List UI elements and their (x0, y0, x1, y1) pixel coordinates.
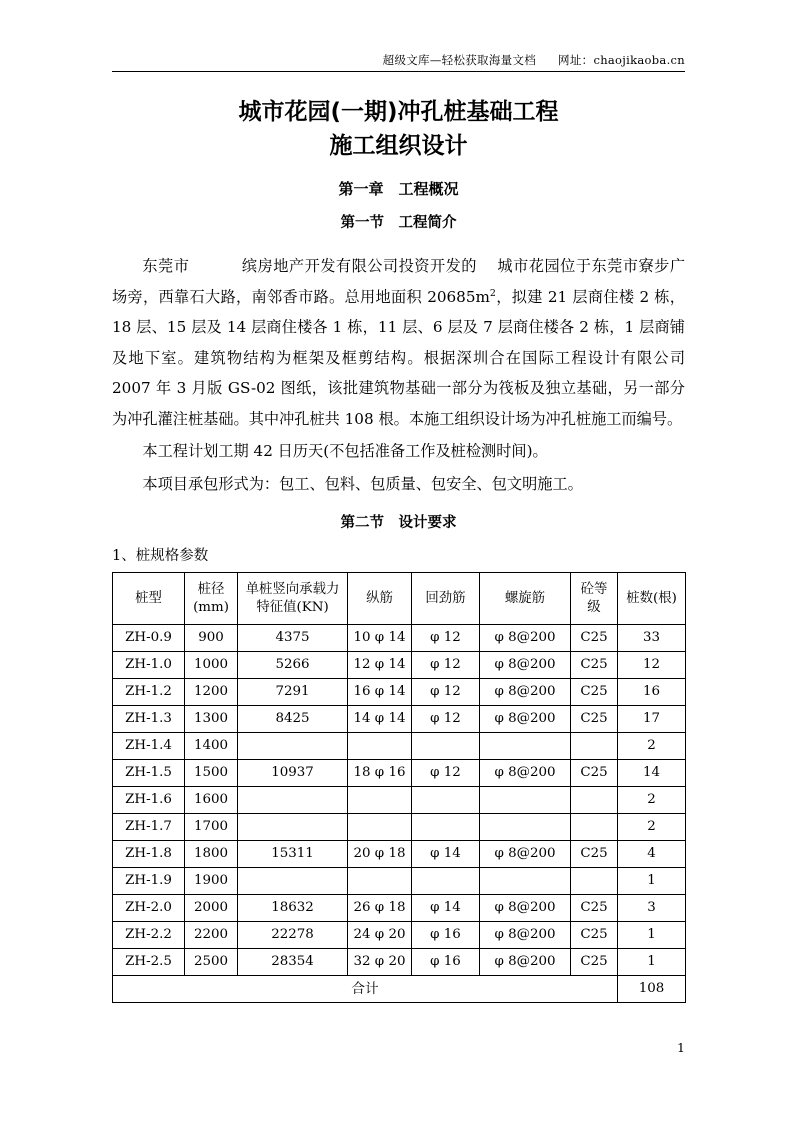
cell-diameter: 1000 (185, 652, 238, 679)
cell-pile-count: 4 (618, 841, 686, 868)
cell-pile-count: 1 (618, 922, 686, 949)
paragraph-schedule: 本工程计划工期 42 日历天(不包括准备工作及桩检测时间)。 (142, 442, 548, 460)
cell-spiral-rebar: φ 8@200 (480, 949, 571, 976)
cell-longitudinal-rebar: 18 φ 16 (348, 760, 412, 787)
cell-stirrup (412, 787, 480, 814)
cell-spiral-rebar: φ 8@200 (480, 706, 571, 733)
cell-longitudinal-rebar (348, 814, 412, 841)
cell-concrete-grade (571, 733, 618, 760)
cell-pile-count: 1 (618, 949, 686, 976)
cell-spiral-rebar: φ 8@200 (480, 652, 571, 679)
cell-diameter: 1700 (185, 814, 238, 841)
cell-capacity: 18632 (238, 895, 348, 922)
header-url-label: 网址： (558, 53, 594, 67)
column-header-pile-count (618, 573, 686, 625)
cell-stirrup (412, 733, 480, 760)
column-header-stirrup (412, 573, 480, 625)
cell-spiral-rebar: φ 8@200 (480, 679, 571, 706)
paragraph-part-c: 城市花园位于东莞市寮步广场旁，西靠石大路，南邻香市路。总用地面积 20685m (112, 257, 686, 306)
page-title (112, 95, 685, 163)
cell-capacity: 5266 (238, 652, 348, 679)
chapter-heading-1: 第一章 工程概况 (338, 180, 459, 198)
cell-concrete-grade (571, 787, 618, 814)
header-text: 纵筋 (366, 590, 393, 606)
cell-spiral-rebar: φ 8@200 (480, 841, 571, 868)
table-row (113, 625, 686, 652)
cell-longitudinal-rebar: 32 φ 20 (348, 949, 412, 976)
cell-longitudinal-rebar (348, 733, 412, 760)
cell-spiral-rebar: φ 8@200 (480, 760, 571, 787)
column-header-diameter (185, 573, 238, 625)
table-row (113, 814, 686, 841)
cell-diameter: 1300 (185, 706, 238, 733)
cell-pile-count: 17 (618, 706, 686, 733)
cell-stirrup: φ 12 (412, 679, 480, 706)
column-header-pile-type (113, 573, 185, 625)
paragraph-part-b: 缤房地产开发有限公司投资开发的 (241, 257, 477, 275)
column-header-spiral-rebar (480, 573, 571, 625)
cell-longitudinal-rebar (348, 868, 412, 895)
cell-spiral-rebar (480, 868, 571, 895)
paragraph-project-overview (112, 251, 685, 434)
cell-capacity: 15311 (238, 841, 348, 868)
running-header (112, 52, 685, 72)
paragraph-superscript: 2 (489, 287, 496, 299)
cell-stirrup: φ 14 (412, 895, 480, 922)
header-text: 桩数(根) (626, 590, 677, 606)
cell-longitudinal-rebar: 26 φ 18 (348, 895, 412, 922)
cell-capacity: 10937 (238, 760, 348, 787)
table-row (113, 760, 686, 787)
cell-capacity (238, 787, 348, 814)
table-total-row (113, 976, 686, 1003)
cell-longitudinal-rebar: 24 φ 20 (348, 922, 412, 949)
cell-pile-count: 14 (618, 760, 686, 787)
table-row (113, 868, 686, 895)
cell-pile-count: 16 (618, 679, 686, 706)
header-text: 砼等 (580, 581, 608, 597)
cell-pile-type: ZH-1.4 (113, 733, 185, 760)
table-body (113, 625, 686, 976)
column-header-capacity (238, 573, 348, 625)
cell-capacity (238, 733, 348, 760)
cell-diameter: 1800 (185, 841, 238, 868)
cell-longitudinal-rebar: 16 φ 14 (348, 679, 412, 706)
cell-pile-count: 2 (618, 787, 686, 814)
section-heading-1: 第一节 工程简介 (340, 215, 457, 231)
cell-pile-count: 1 (618, 868, 686, 895)
title-line-2: 施工组织设计 (329, 133, 468, 159)
cell-concrete-grade: C25 (571, 625, 618, 652)
cell-stirrup (412, 814, 480, 841)
cell-pile-type: ZH-2.5 (113, 949, 185, 976)
cell-stirrup: φ 16 (412, 922, 480, 949)
cell-diameter: 2500 (185, 949, 238, 976)
cell-concrete-grade (571, 868, 618, 895)
cell-longitudinal-rebar: 20 φ 18 (348, 841, 412, 868)
cell-stirrup: φ 12 (412, 625, 480, 652)
cell-diameter: 1900 (185, 868, 238, 895)
page-number: 1 (677, 1040, 685, 1055)
cell-diameter: 1400 (185, 733, 238, 760)
table-row (113, 841, 686, 868)
cell-capacity: 28354 (238, 949, 348, 976)
pile-spec-table (112, 572, 686, 1003)
cell-stirrup: φ 12 (412, 652, 480, 679)
cell-spiral-rebar (480, 814, 571, 841)
cell-diameter: 2200 (185, 922, 238, 949)
cell-stirrup: φ 12 (412, 760, 480, 787)
table-row (113, 706, 686, 733)
cell-pile-count: 2 (618, 733, 686, 760)
cell-pile-type: ZH-1.9 (113, 868, 185, 895)
cell-spiral-rebar: φ 8@200 (480, 895, 571, 922)
cell-capacity: 4375 (238, 625, 348, 652)
paragraph-contract-form: 本项目承包形式为：包工、包料、包质量、包安全、包文明施工。 (142, 474, 583, 493)
table-row (113, 733, 686, 760)
header-site-text: 超级文库—轻松获取海量文档 (382, 53, 537, 67)
cell-capacity: 22278 (238, 922, 348, 949)
document-content (112, 95, 685, 1003)
cell-longitudinal-rebar: 14 φ 14 (348, 706, 412, 733)
cell-pile-type: ZH-1.5 (113, 760, 185, 787)
table-row (113, 949, 686, 976)
cell-spiral-rebar: φ 8@200 (480, 922, 571, 949)
cell-longitudinal-rebar: 12 φ 14 (348, 652, 412, 679)
section-heading-2: 第二节 设计要求 (340, 515, 457, 531)
total-value: 108 (618, 976, 686, 1003)
table-row (113, 652, 686, 679)
cell-concrete-grade (571, 814, 618, 841)
cell-concrete-grade: C25 (571, 949, 618, 976)
cell-diameter: 1600 (185, 787, 238, 814)
cell-spiral-rebar: φ 8@200 (480, 625, 571, 652)
cell-stirrup: φ 16 (412, 949, 480, 976)
cell-pile-count: 12 (618, 652, 686, 679)
table-header-row (113, 573, 686, 625)
total-label: 合计 (113, 976, 618, 1003)
cell-pile-type: ZH-1.0 (113, 652, 185, 679)
cell-concrete-grade: C25 (571, 922, 618, 949)
table-row (113, 895, 686, 922)
cell-stirrup: φ 14 (412, 841, 480, 868)
table-row (113, 787, 686, 814)
header-text: 回劲筋 (425, 590, 466, 606)
cell-pile-type: ZH-2.0 (113, 895, 185, 922)
header-url: chaojikaoba.cn (593, 53, 685, 67)
cell-pile-count: 2 (618, 814, 686, 841)
header-text: 单桩竖向承载力 (245, 581, 340, 597)
paragraph-part-d: ，拟建 21 层商住楼 2 栋，18 层、15 层及 14 层商住楼各 1 栋，11 层、6 层及 7 层商住楼各 2 栋，1 层商铺及地下室。建筑物结构为框架及框剪结构。根据深圳合在国际工程设计有限公司 2007 年 3 月版 GS-02 图纸，该批建筑物基础一部分为筏板及独立基础，另一部分为冲孔灌注桩基础。其中冲孔桩共 108 根。本施工组织设计场为冲孔桩施工而编号。 (112, 287, 685, 428)
paragraph-part-a: 东莞市 (142, 257, 190, 275)
table-caption: 1、桩规格参数 (112, 548, 209, 564)
cell-concrete-grade: C25 (571, 895, 618, 922)
cell-pile-count: 3 (618, 895, 686, 922)
column-header-concrete-grade (571, 573, 618, 625)
cell-diameter: 1500 (185, 760, 238, 787)
header-subtext: 特征值(KN) (256, 599, 329, 615)
cell-concrete-grade: C25 (571, 841, 618, 868)
cell-capacity: 8425 (238, 706, 348, 733)
title-line-1: 城市花园(一期)冲孔桩基础工程 (238, 99, 559, 125)
cell-pile-type: ZH-1.7 (113, 814, 185, 841)
cell-diameter: 900 (185, 625, 238, 652)
cell-diameter: 2000 (185, 895, 238, 922)
cell-pile-count: 33 (618, 625, 686, 652)
cell-pile-type: ZH-0.9 (113, 625, 185, 652)
cell-pile-type: ZH-2.2 (113, 922, 185, 949)
cell-spiral-rebar (480, 733, 571, 760)
table-row (113, 679, 686, 706)
header-text: 桩型 (135, 590, 162, 606)
cell-longitudinal-rebar: 10 φ 14 (348, 625, 412, 652)
cell-longitudinal-rebar (348, 787, 412, 814)
cell-concrete-grade: C25 (571, 679, 618, 706)
cell-capacity (238, 868, 348, 895)
cell-stirrup (412, 868, 480, 895)
header-subtext: 级 (587, 599, 601, 615)
cell-pile-type: ZH-1.8 (113, 841, 185, 868)
cell-capacity: 7291 (238, 679, 348, 706)
header-text: 桩径 (197, 581, 225, 597)
cell-spiral-rebar (480, 787, 571, 814)
table-row (113, 922, 686, 949)
header-subtext: (mm) (193, 599, 229, 615)
cell-concrete-grade: C25 (571, 652, 618, 679)
cell-pile-type: ZH-1.6 (113, 787, 185, 814)
header-text: 螺旋筋 (504, 590, 546, 606)
column-header-longitudinal-rebar (348, 573, 412, 625)
cell-stirrup: φ 12 (412, 706, 480, 733)
cell-concrete-grade: C25 (571, 760, 618, 787)
cell-diameter: 1200 (185, 679, 238, 706)
cell-concrete-grade: C25 (571, 706, 618, 733)
cell-pile-type: ZH-1.2 (113, 679, 185, 706)
cell-capacity (238, 814, 348, 841)
cell-pile-type: ZH-1.3 (113, 706, 185, 733)
